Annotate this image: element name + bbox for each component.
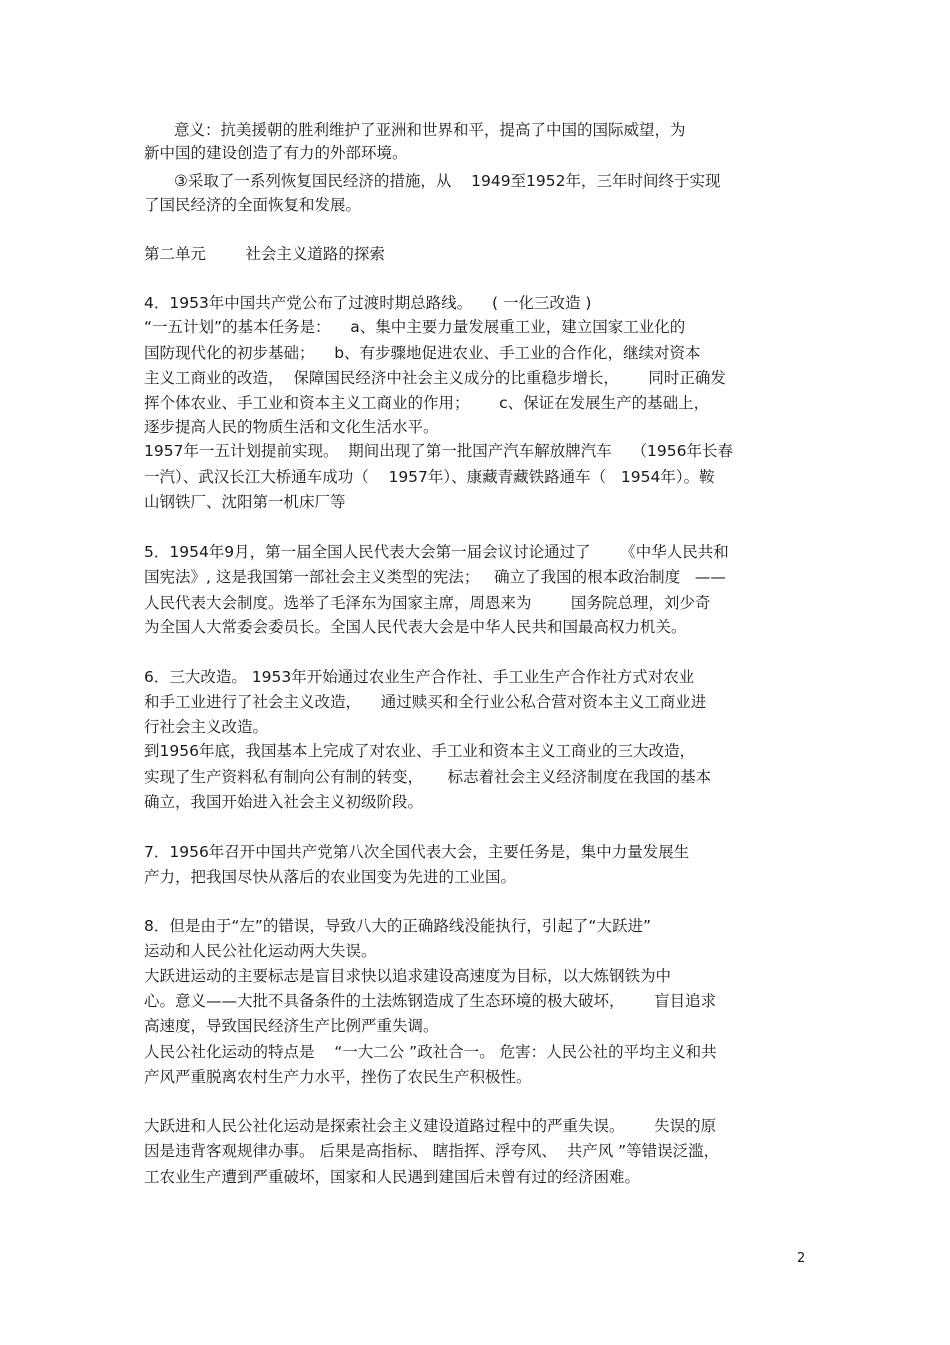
text-line: 国防现代化的初步基础； b、有步骤地促进农业、手工业的合作化，继续对资本 <box>144 344 701 362</box>
text-line: 逐步提高人民的物质生活和文化生活水平。 <box>144 418 439 436</box>
text-line: 4．1953年中国共产党公布了过渡时期总路线。 ( 一化三改造 ) <box>144 294 592 312</box>
text-line: 为全国人大常委会委员长。全国人民代表大会是中华人民共和国最高权力机关。 <box>144 618 687 636</box>
text-line: 工农业生产遭到严重破坏，国家和人民遇到建国后未曾有过的经济困难。 <box>144 1168 641 1186</box>
text-line: 产风严重脱离农村生产力水平，挫伤了农民生产积极性。 <box>144 1068 532 1086</box>
text-line: 意义：抗美援朝的胜利维护了亚洲和世界和平，提高了中国的国际威望，为 <box>174 121 686 139</box>
text-line: 实现了生产资料私有制向公有制的转变， 标志着社会主义经济制度在我国的基本 <box>144 768 712 786</box>
text-line: 了国民经济的全面恢复和发展。 <box>144 196 362 214</box>
text-line: 主义工商业的改造， 保障国民经济中社会主义成分的比重稳步增长， 同时正确发 <box>144 369 726 387</box>
text-line: 1957年一五计划提前实现。 期间出现了第一批国产汽车解放牌汽车 （1956年长春 <box>144 442 733 460</box>
text-line: 山钢铁厂、沈阳第一机床厂等 <box>144 493 346 511</box>
text-line: 新中国的建设创造了有力的外部环境。 <box>144 144 408 162</box>
text-line: 7．1956年召开中国共产党第八次全国代表大会，主要任务是，集中力量发展生 <box>144 843 690 861</box>
text-line: 行社会主义改造。 <box>144 718 269 736</box>
text-line: 8．但是由于“左”的错误，导致八大的正确路线没能执行，引起了“大跃进” <box>144 917 651 935</box>
section-heading: 第二单元 社会主义道路的探索 <box>144 245 385 263</box>
text-line: 大跃进运动的主要标志是盲目求快以追求建设高速度为目标，以大炼钢铁为中 <box>144 967 672 985</box>
text-line: 产力，把我国尽快从落后的农业国变为先进的工业国。 <box>144 868 517 886</box>
text-line: 国宪法》, 这是我国第一部社会主义类型的宪法； 确立了我国的根本政治制度 —— <box>144 568 726 586</box>
text-line: 确立，我国开始进入社会主义初级阶段。 <box>144 793 424 811</box>
text-line: “一五计划”的基本任务是： a、集中主要力量发展重工业，建立国家工业化的 <box>144 318 686 336</box>
text-line: 和手工业进行了社会主义改造， 通过赎买和全行业公私合营对资本主义工商业进 <box>144 693 707 711</box>
text-line: 6．三大改造。 1953年开始通过农业生产合作社、手工业生产合作社方式对农业 <box>144 668 695 686</box>
text-line: 因是违背客观规律办事。 后果是高指标、 瞎指挥、浮夸风、 共产风 ”等错误泛滥， <box>144 1142 720 1160</box>
text-line: 人民公社化运动的特点是 “一大二公 ”政社合一。 危害：人民公社的平均主义和共 <box>144 1043 717 1061</box>
text-line: 人民代表大会制度。选举了毛泽东为国家主席，周恩来为 国务院总理，刘少奇 <box>144 594 711 612</box>
text-line: 高速度，导致国民经济生产比例严重失调。 <box>144 1017 439 1035</box>
text-line: ③采取了一系列恢复国民经济的措施，从 1949至1952年，三年时间终于实现 <box>174 172 721 190</box>
text-line: 大跃进和人民公社化运动是探索社会主义建设道路过程中的严重失误。 失误的原 <box>144 1117 717 1135</box>
text-line: 到1956年底，我国基本上完成了对农业、手工业和资本主义工商业的三大改造， <box>144 742 695 760</box>
text-line: 挥个体农业、手工业和资本主义工商业的作用； c、保证在发展生产的基础上， <box>144 394 710 412</box>
page-number: 2 <box>797 1251 806 1266</box>
text-line: 一汽）、武汉长江大桥通车成功（ 1957年）、康藏青藏铁路通车（ 1954年）。鞍 <box>144 468 715 486</box>
text-line: 运动和人民公社化运动两大失误。 <box>144 942 377 960</box>
text-line: 5．1954年9月，第一届全国人民代表大会第一届会议讨论通过了 《中华人民共和 <box>144 543 729 561</box>
text-line: 心。意义——大批不具备条件的土法炼钢造成了生态环境的极大破坏， 盲目追求 <box>144 992 717 1010</box>
